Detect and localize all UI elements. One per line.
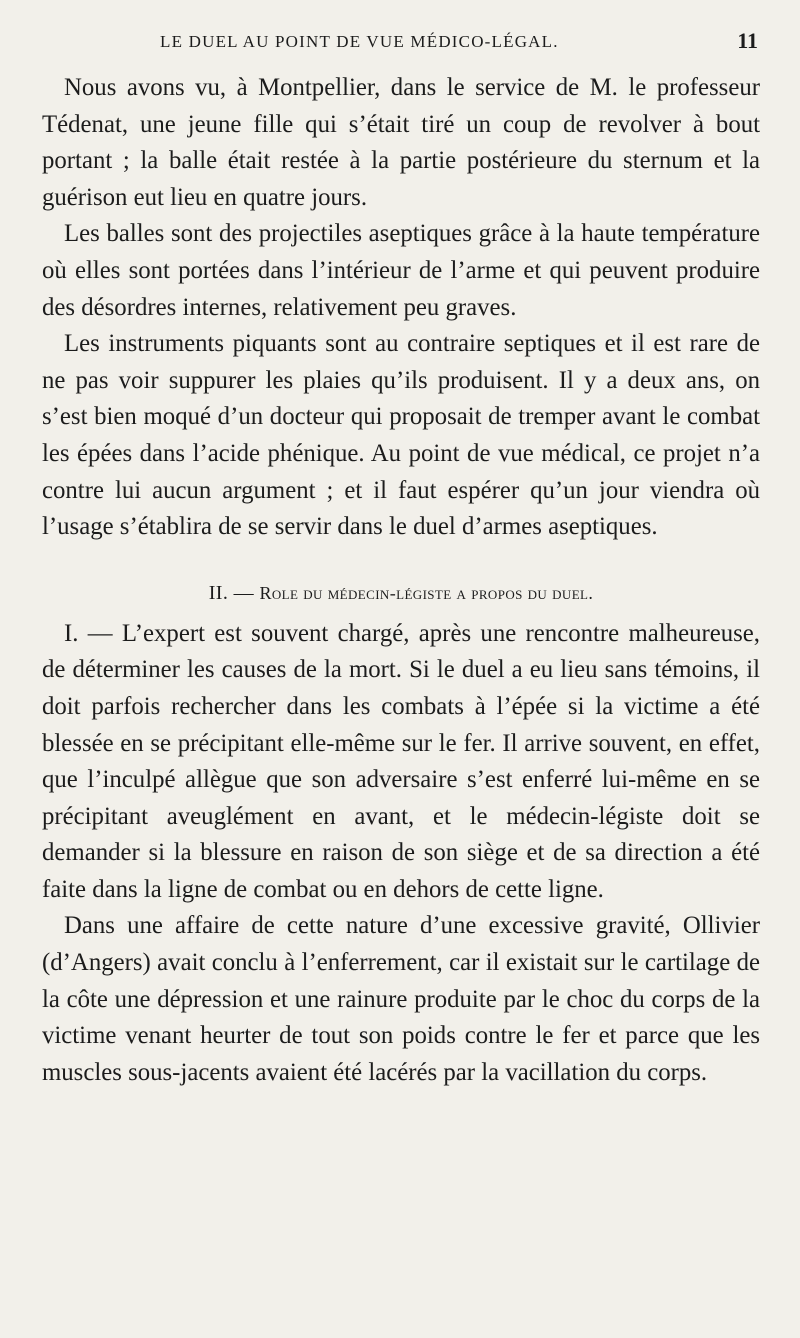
running-head bbox=[42, 30, 760, 70]
section-number: II. — bbox=[208, 581, 255, 604]
paragraph: I. — L’expert est souvent chargé, après une rencontre malheureuse, de déterminer les causes de la mort. Si le duel a eu lieu sans témoins, il doit parfois rechercher dans les combats à l’épée si la victime a été blessée en se précipitant elle-même sur le fer. Il arrive souvent, en effet, que l’inculpé allègue que son adversaire s’est enferré lui-même en se précipitant aveuglément en avant, et le médecin-légiste doit se demander si la blessure en raison de son siège et de sa direction a été faite dans la ligne de combat ou en dehors de cette ligne. bbox=[42, 619, 760, 903]
paragraph: Les instruments piquants sont au contraire septiques et il est rare de ne pas voir suppurer les plaies qu’ils produisent. Il y a deux ans, on s’est bien moqué d’un docteur qui proposait de tremper avant le combat les épées dans l’acide phénique. Au point de vue médical, ce projet n’a contre lui aucun argument ; et il faut espérer qu’un jour viendra où l’usage s’établira de se servir dans le duel d’armes aseptiques. bbox=[42, 330, 760, 541]
section-title: Role du médecin-légiste a propos du duel. bbox=[259, 582, 594, 603]
page-number: 11 bbox=[737, 28, 758, 53]
section-heading bbox=[42, 578, 760, 608]
running-title: LE DUEL AU POINT DE VUE MÉDICO-LÉGAL. bbox=[160, 32, 559, 51]
paragraph: Dans une affaire de cette nature d’une excessive gravité, Ollivier (d’Angers) avait conclu à l’enferrement, car il existait sur le cartilage de la côte une dépression et une rainure produite par le choc du corps de la victime venant heurter de tout son poids contre le fer et parce que les muscles sous-jacents avaient été lacérés par la vacillation du corps. bbox=[42, 912, 760, 1086]
paragraph: Les balles sont des projectiles aseptiques grâce à la haute température où elles sont portées dans l’intérieur de l’arme et qui peuvent produire des désordres internes, relativement peu graves. bbox=[42, 220, 760, 321]
paragraph: Nous avons vu, à Montpellier, dans le service de M. le professeur Tédenat, une jeune fille qui s’était tiré un coup de revolver à bout portant ; la balle était restée à la partie postérieure du sternum et la guérison eut lieu en quatre jours. bbox=[42, 74, 760, 211]
